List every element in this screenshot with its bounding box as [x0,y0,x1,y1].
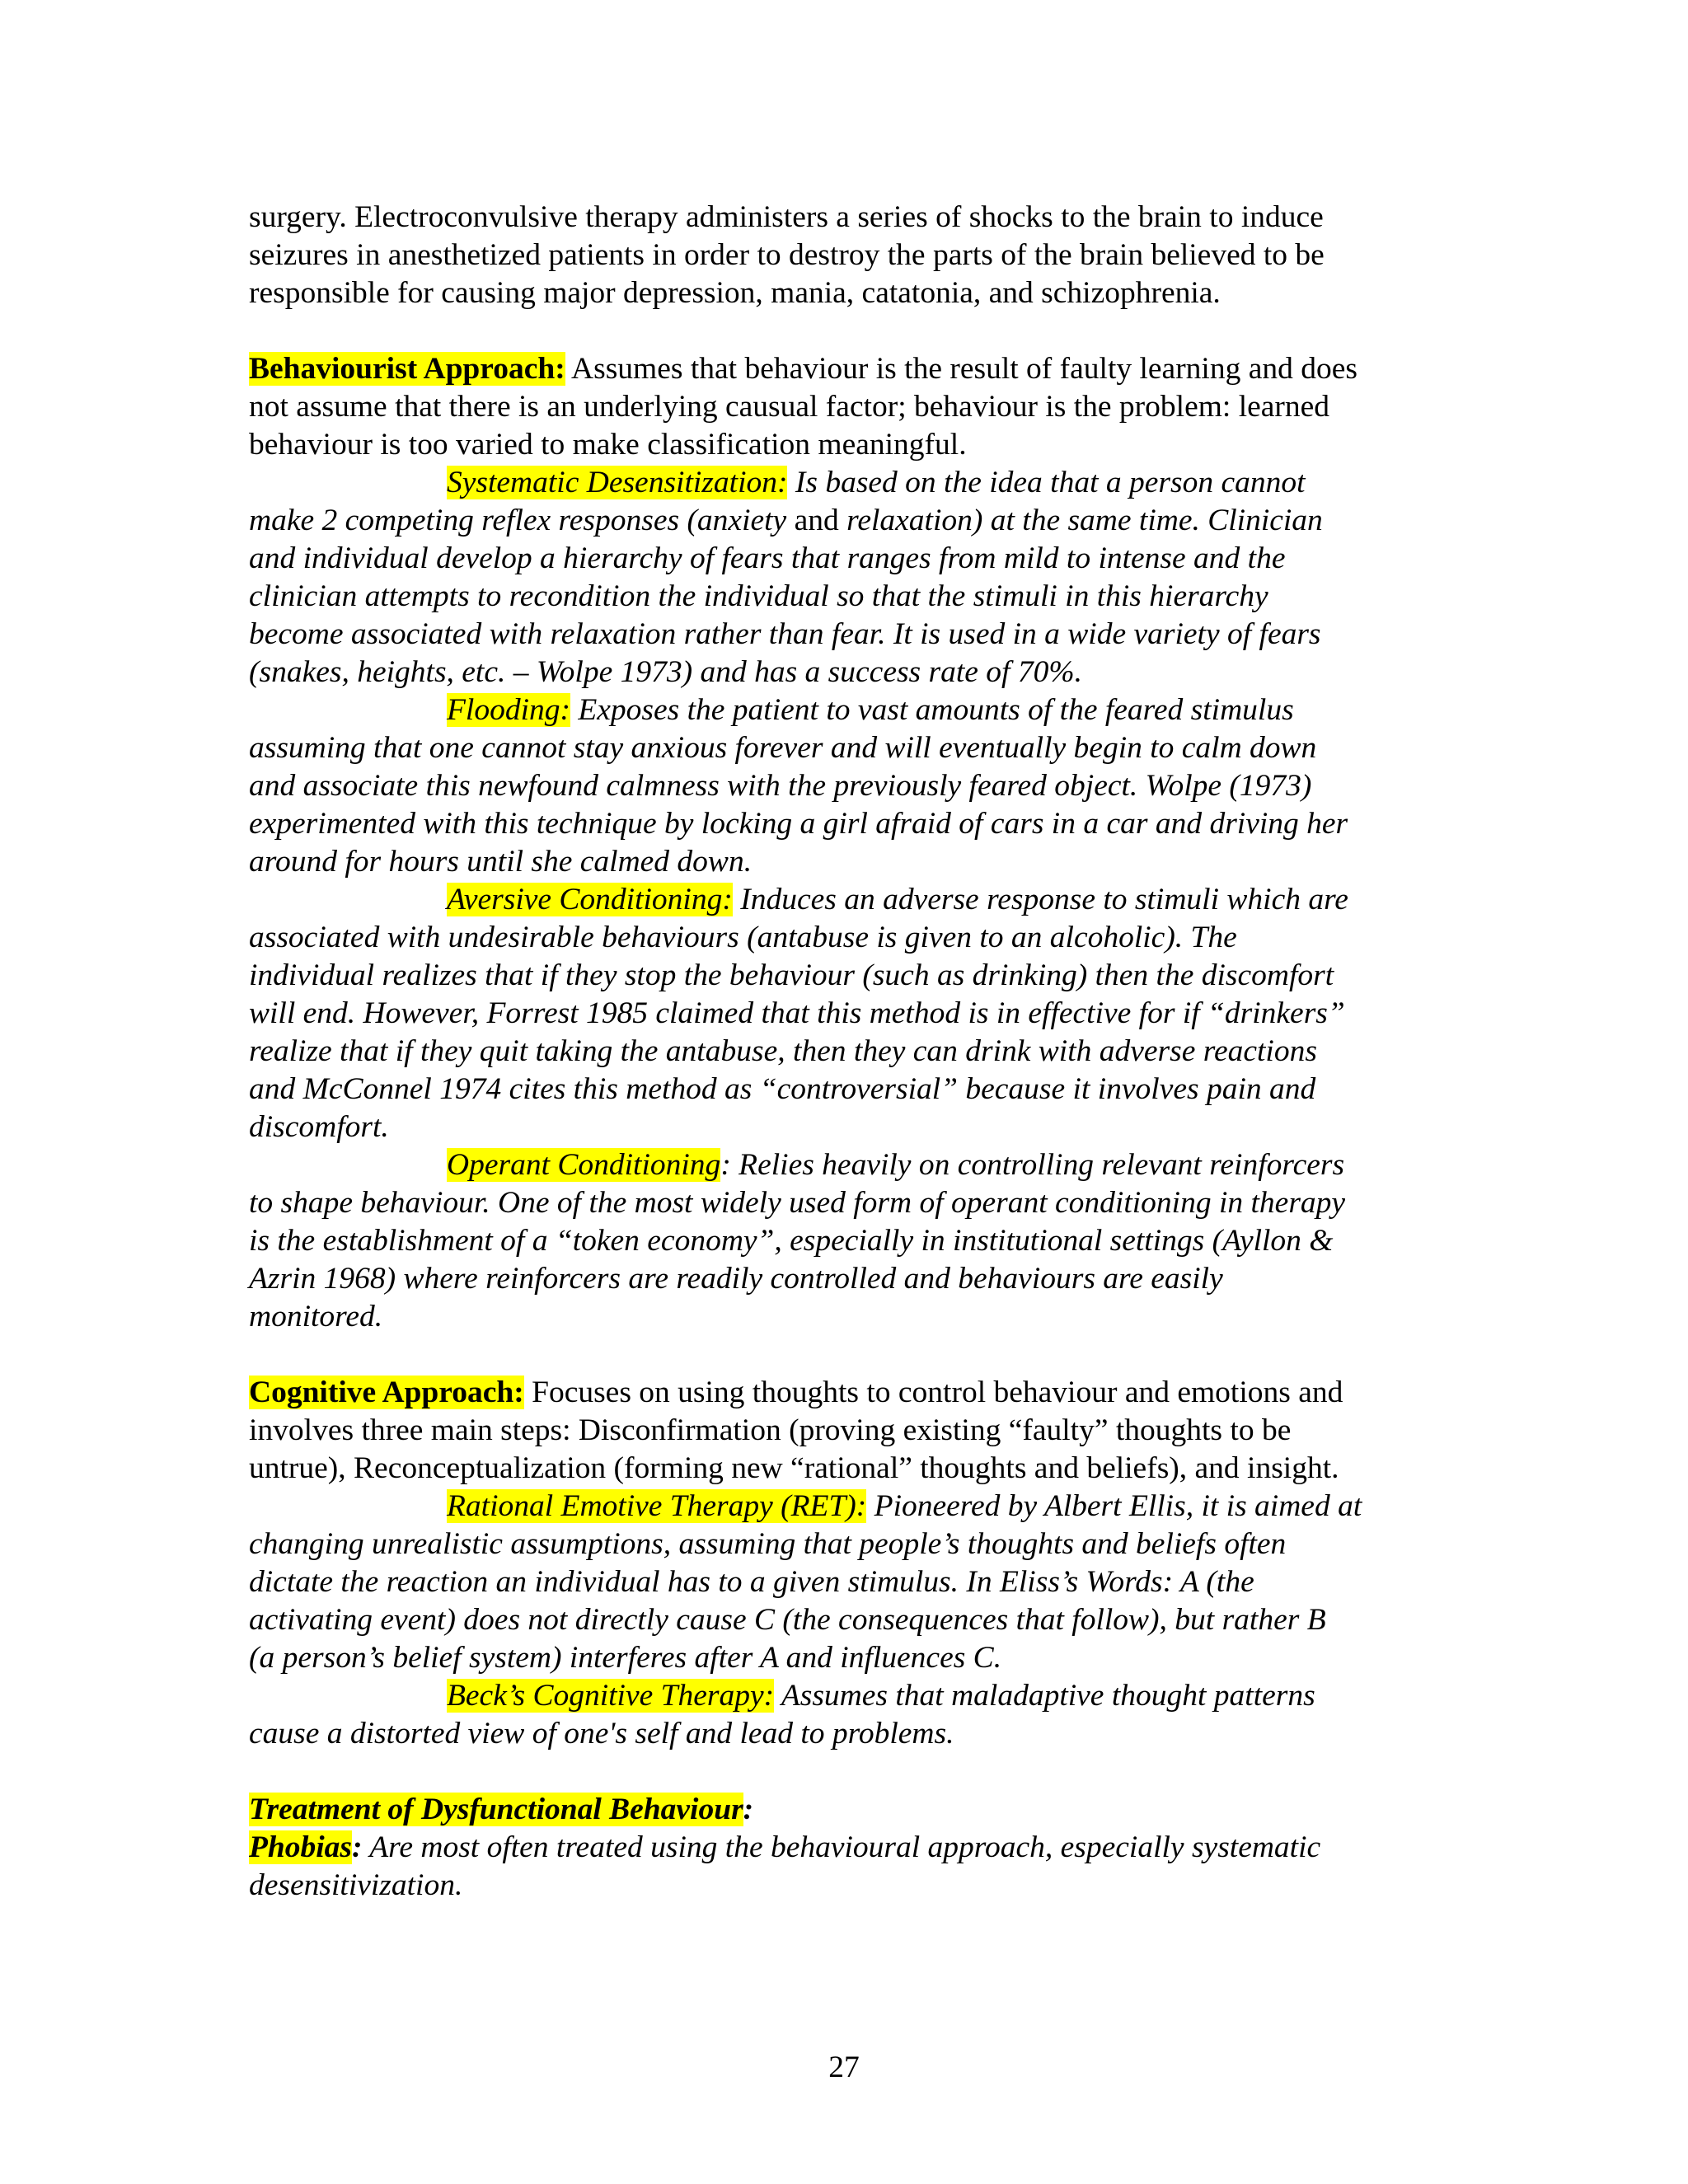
phobias-term: Phobias [249,1830,353,1864]
aversive-conditioning-line: individual realizes that if they stop the behaviour (such as drinking) then the discomfort [249,958,1334,992]
behaviourist-approach-line: behaviour is too varied to make classification meaningful. [249,428,967,462]
phobias-text: Are most often treated using the behavioural approach, especially systematic [362,1830,1321,1864]
systematic-desensitization-text: make 2 competing reflex responses (anxiety [249,504,795,537]
paragraph-spacer [249,1336,1469,1374]
operant-conditioning-line: to shape behaviour. One of the most widely used form of operant conditioning in therapy [249,1186,1346,1220]
ret-term: Rational Emotive Therapy (RET): [447,1489,867,1523]
beck-term: Beck’s Cognitive Therapy: [447,1679,775,1713]
intro-line: surgery. Electroconvulsive therapy administers a series of shocks to the brain to induce [249,200,1324,234]
systematic-desensitization-line [249,464,1469,502]
beck-line [249,1677,1469,1715]
flooding-text: Exposes the patient to vast amounts of the feared stimulus [570,693,1294,727]
systematic-desensitization-text: relaxation) at the same time. Clinician [838,504,1323,537]
aversive-conditioning-line [249,881,1469,919]
flooding-term: Flooding: [447,693,570,727]
page-number: 27 [828,2050,860,2084]
systematic-desensitization-line: and individual develop a hierarchy of fears that ranges from mild to intense and the [249,541,1286,575]
flooding-line: and associate this newfound calmness with the previously feared object. Wolpe (1973) [249,769,1312,803]
aversive-conditioning-term: Aversive Conditioning: [447,883,733,916]
ret-line: dictate the reaction an individual has to a given stimulus. In Eliss’s Words: A (the [249,1565,1254,1599]
systematic-desensitization-line: become associated with relaxation rather than fear. It is used in a wide variety of fears [249,617,1321,651]
beck-text: Assumes that maladaptive thought patterns [774,1679,1315,1713]
phobias-line: desensitivization. [249,1868,463,1902]
cognitive-approach-line: untrue), Reconceptualization (forming new “rational” thoughts and beliefs), and insight. [249,1451,1339,1485]
treatment-heading-colon: : [743,1793,754,1826]
beck-line: cause a distorted view of one's self and lead to problems. [249,1717,954,1750]
ret-line: (a person’s belief system) interferes after A and influences C. [249,1641,1002,1675]
operant-conditioning-line: Azrin 1968) where reinforcers are readily controlled and behaviours are easily [249,1262,1223,1296]
flooding-line: assuming that one cannot stay anxious forever and will eventually begin to calm down [249,731,1317,765]
behaviourist-approach-line [249,350,1469,388]
operant-conditioning-text: : Relies heavily on controlling relevant reinforcers [720,1148,1345,1182]
systematic-desensitization-term: Systematic Desensitization: [447,466,788,499]
aversive-conditioning-text: Induces an adverse response to stimuli which are [732,883,1348,916]
systematic-desensitization-text: Is based on the idea that a person cannot [787,466,1306,499]
treatment-heading: Treatment of Dysfunctional Behaviour [249,1793,743,1826]
behaviourist-approach-line: not assume that there is an underlying causual factor; behaviour is the problem: learned [249,390,1330,424]
operant-conditioning-line: is the establishment of a “token economy”, especially in institutional settings (Ayllon & [249,1224,1334,1258]
aversive-conditioning-line: discomfort. [249,1110,389,1144]
operant-conditioning-term: Operant Conditioning [447,1148,721,1182]
cognitive-approach-heading: Cognitive Approach: [249,1376,524,1409]
cognitive-approach-line: involves three main steps: Disconfirmation (proving existing “faulty” thoughts to be [249,1413,1292,1447]
flooding-line: around for hours until she calmed down. [249,845,753,879]
operant-conditioning-line: monitored. [249,1300,383,1333]
systematic-desensitization-line: (snakes, heights, etc. – Wolpe 1973) and has a success rate of 70%. [249,655,1082,689]
cognitive-approach-line [249,1374,1469,1412]
intro-line: responsible for causing major depression, mania, catatonia, and schizophrenia. [249,276,1221,310]
aversive-conditioning-line: associated with undesirable behaviours (antabuse is given to an alcoholic). The [249,921,1237,954]
systematic-desensitization-line [249,502,1469,540]
page-body [249,199,1469,1905]
aversive-conditioning-line: realize that if they quit taking the antabuse, then they can drink with adverse reactions [249,1034,1317,1068]
phobias-colon: : [352,1830,363,1864]
flooding-line: experimented with this technique by locking a girl afraid of cars in a car and driving her [249,807,1348,841]
ret-line [249,1488,1469,1526]
paragraph-spacer [249,312,1469,350]
ret-line: activating event) does not directly cause C (the consequences that follow), but rather B [249,1603,1326,1637]
phobias-line [249,1829,1469,1867]
aversive-conditioning-line: and McConnel 1974 cites this method as “controversial” because it involves pain and [249,1072,1316,1106]
operant-conditioning-line [249,1146,1469,1184]
systematic-desensitization-line: clinician attempts to recondition the individual so that the stimuli in this hierarchy [249,579,1268,613]
flooding-line [249,691,1469,729]
paragraph-spacer [249,1753,1469,1791]
ret-line: changing unrealistic assumptions, assuming that people’s thoughts and beliefs often [249,1527,1287,1561]
treatment-heading-line [249,1791,1469,1829]
ret-text: Pioneered by Albert Ellis, it is aimed at [866,1489,1362,1523]
intro-line: seizures in anesthetized patients in order to destroy the parts of the brain believed to be [249,238,1325,272]
systematic-desensitization-text: and [794,504,839,537]
cognitive-approach-text: Focuses on using thoughts to control behaviour and emotions and [523,1376,1343,1409]
behaviourist-approach-heading: Behaviourist Approach: [249,352,565,386]
aversive-conditioning-line: will end. However, Forrest 1985 claimed that this method is in effective for if “drinkers” [249,996,1345,1030]
behaviourist-approach-text: Assumes that behaviour is the result of faulty learning and does [565,352,1357,386]
